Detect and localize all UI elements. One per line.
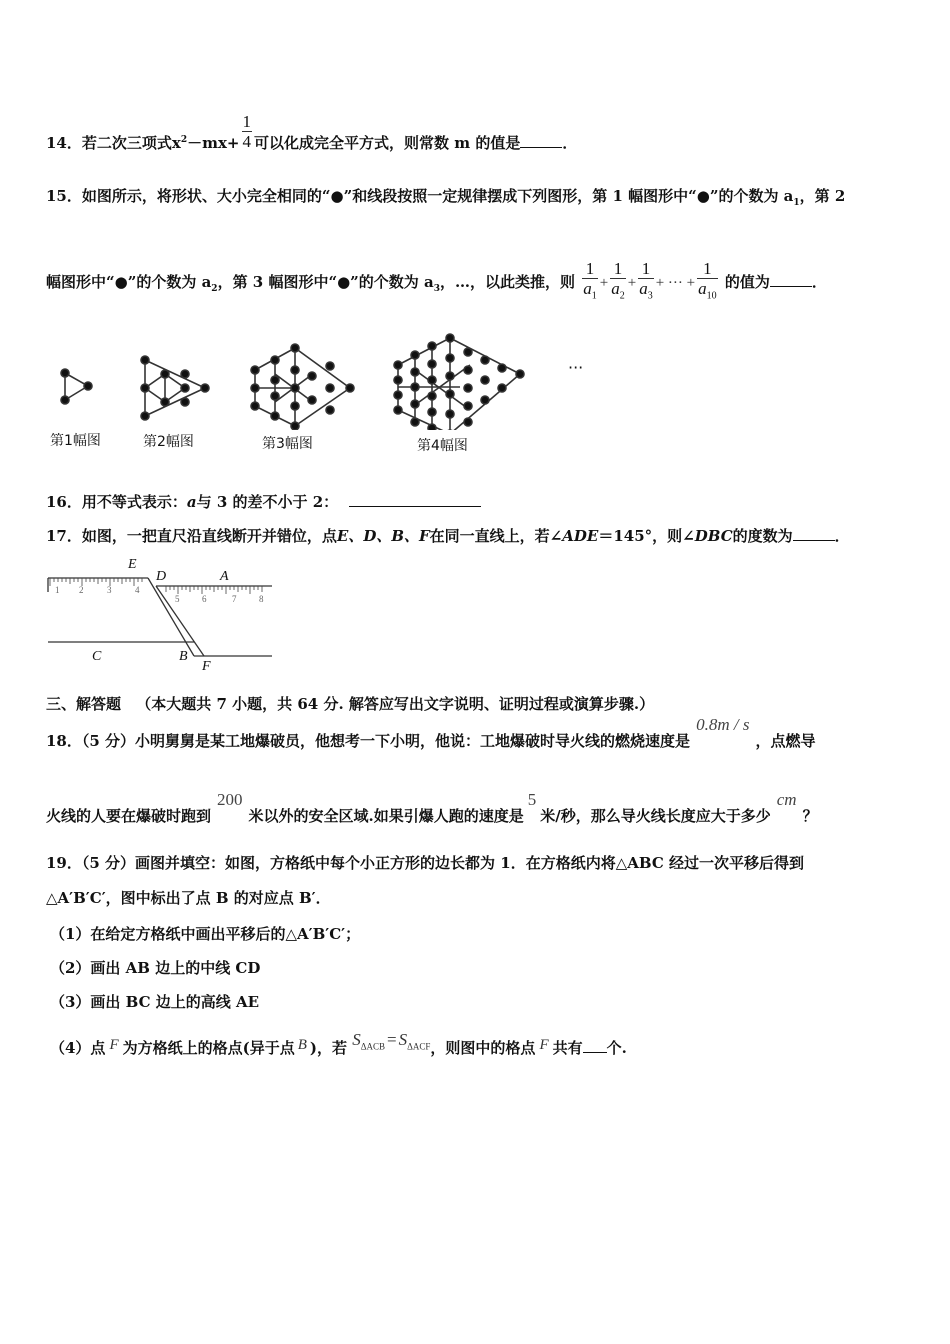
q15-frac-10 <box>697 259 718 306</box>
q17-angle-ade: ADE <box>562 527 599 545</box>
q15-figure-label-2: 第2幅图 <box>143 434 194 450</box>
q18-score: （5 分） <box>81 732 136 750</box>
q15-answer-blank[interactable] <box>770 286 812 287</box>
q17-text-a: 如图，一把直尺沿直线断开并错位，点 <box>81 527 337 545</box>
q15-frac-2-num: 1 <box>613 259 623 279</box>
q17-text-d: 的度数为 <box>732 527 793 545</box>
q15-frac-2-den <box>610 278 626 306</box>
q15-frac-3 <box>638 259 654 306</box>
q19-sub4-a: （4）点 <box>50 1039 106 1057</box>
q14-answer-blank[interactable] <box>520 147 562 148</box>
q15-sub-a3: 3 <box>433 284 440 294</box>
q15-frac-3-den <box>638 278 654 306</box>
q19-text-a: 画图并填空：如图，方格纸中每个小正方形的边长都为 1．在方格纸内将△ABC 经过一次平移后得到 <box>135 854 805 872</box>
q19-s-1: S <box>352 1030 361 1049</box>
question-18-line2 <box>46 790 818 826</box>
q15-figure-1 <box>61 369 92 404</box>
q14-exponent: 2 <box>180 135 188 145</box>
q19-area-equation <box>352 1030 431 1052</box>
q18-text-b: ，点燃导 <box>755 732 816 750</box>
q14-number: 14． <box>46 134 82 152</box>
q19-sub4-f: 个. <box>606 1039 627 1057</box>
section-3-note: （本大题共 7 小题，共 64 分. 解答应写出文字说明、证明过程或演算步骤.） <box>136 695 655 713</box>
q15-figure-label-4: 第4幅图 <box>417 438 468 454</box>
q18-text-d: 米以外的安全区域.如果引爆人跑的速度是 <box>248 807 524 825</box>
q17-tick-2: 2 <box>79 585 84 595</box>
q19-sub-acf: ΔACF <box>407 1041 431 1052</box>
q19-sub-3: （3）画出 BC 边上的高线 AE <box>50 993 260 1011</box>
q19-answer-blank[interactable] <box>583 1052 607 1053</box>
question-15-line1 <box>46 186 845 213</box>
q15-line2-tail: 的值为 <box>724 273 770 291</box>
q15-frac-10-sub: 10 <box>706 290 717 302</box>
q15-frac-10-num: 1 <box>703 259 712 279</box>
q15-ellipsis: ··· <box>568 358 584 377</box>
q15-plus-1: + <box>599 275 609 291</box>
q15-sub-a2: 2 <box>211 284 218 294</box>
q15-figure-label-1: 第1幅图 <box>50 433 101 449</box>
q15-line2-c: ，…，以此类推，则 <box>440 273 576 291</box>
q18-text-e: 米/秒，那么导火线长度应大于多少 <box>540 807 771 825</box>
q18-run-speed: 5 <box>527 790 537 809</box>
q18-speed: 0.8m / s <box>696 715 750 734</box>
q14-x: x <box>171 134 181 152</box>
q17-number: 17． <box>46 527 82 545</box>
q15-line1-sub: 1 <box>793 198 800 208</box>
q17-text-c: ＝145°，则∠ <box>598 527 695 545</box>
q15-frac-1 <box>582 259 598 306</box>
q15-frac-1-den-var: a <box>583 279 592 299</box>
q15-end: ． <box>811 273 827 291</box>
q16-text-b: 与 3 的差不小于 2： <box>196 493 339 511</box>
q15-frac-2 <box>610 259 626 306</box>
section-3-title: 三、解答题 <box>46 695 122 713</box>
q17-label-f: F <box>202 659 211 674</box>
q14-suffix: 可以化成完全平方式，则常数 m 的值是 <box>254 134 521 152</box>
q15-ellipsis-plus: + ··· + <box>655 275 696 291</box>
q15-frac-10-den <box>697 278 718 306</box>
q17-tick-5: 5 <box>175 594 180 604</box>
q14-frac-den: 4 <box>242 132 251 151</box>
q17-tick-4: 4 <box>135 585 140 595</box>
q19-var-f-1: F <box>109 1037 119 1053</box>
q18-number: 18． <box>46 732 82 750</box>
question-15-line2 <box>46 250 827 321</box>
q17-ruler-figure <box>44 556 284 676</box>
q15-plus-2: + <box>627 275 637 291</box>
q18-text-a: 小明舅舅是某工地爆破员，他想考一下小明，他说：工地爆破时导火线的燃烧速度是 <box>135 732 691 750</box>
q16-text-a: 用不等式表示： <box>81 493 187 511</box>
q15-number: 15． <box>46 187 82 205</box>
q17-angle-dbc: DBC <box>694 527 733 545</box>
q19-number: 19． <box>46 854 82 872</box>
q15-frac-1-sub: 1 <box>591 290 597 302</box>
q17-label-c: C <box>92 649 102 664</box>
q14-fraction <box>242 112 253 152</box>
q17-tick-8: 8 <box>259 594 264 604</box>
q16-var: a <box>186 493 197 511</box>
q15-frac-3-sub: 3 <box>647 290 653 302</box>
q17-label-b: B <box>179 649 188 664</box>
q19-sub4-e: 共有 <box>552 1039 583 1057</box>
q14-end: ． <box>562 134 578 152</box>
q19-sub4-d: ，则图中的格点 <box>430 1039 536 1057</box>
q18-text-f: ？ <box>802 807 818 825</box>
q19-score: （5 分） <box>81 854 136 872</box>
question-19-line2 <box>46 888 331 908</box>
q15-figure <box>40 330 620 430</box>
q15-line1-tail: ，第 2 <box>799 187 846 205</box>
q17-tick-1: 1 <box>55 585 60 595</box>
q14-frac-num: 1 <box>242 112 251 131</box>
q17-label-a: A <box>220 569 229 584</box>
question-18-line1 <box>46 715 816 751</box>
q19-equals: = <box>387 1030 397 1049</box>
q15-frac-2-den-var: a <box>611 279 620 299</box>
q15-frac-2-sub: 2 <box>619 290 625 302</box>
q18-unit: cm <box>776 790 797 809</box>
q15-frac-10-den-var: a <box>698 279 707 299</box>
q15-line1: 如图所示，将形状、大小完全相同的“●”和线段按照一定规律摆成下列图形，第 1 幅图形中“●”的个数为 a <box>81 187 794 205</box>
q15-line2-b: ，第 3 幅图形中“●”的个数为 a <box>217 273 434 291</box>
q19-sub-2: （2）画出 AB 边上的中线 CD <box>50 959 261 977</box>
q17-tick-6: 6 <box>202 594 207 604</box>
q17-end: ． <box>834 527 850 545</box>
q15-line2-a: 幅图形中“●”的个数为 a <box>46 273 212 291</box>
q19-sub4-b: 为方格纸上的格点(异于点 <box>122 1039 295 1057</box>
q16-number: 16． <box>46 493 82 511</box>
q14-middle: －mx+ <box>187 134 240 152</box>
question-14 <box>46 112 578 164</box>
q17-text-b: 在同一直线上，若∠ <box>429 527 563 545</box>
q15-figure-label-3: 第3幅图 <box>262 436 313 452</box>
q18-distance: 200 <box>217 790 243 809</box>
q15-frac-1-num: 1 <box>585 259 595 279</box>
q19-s-2: S <box>398 1030 408 1049</box>
section-3-heading <box>46 694 654 714</box>
q16-answer-blank[interactable] <box>349 506 481 507</box>
question-16 <box>46 492 481 512</box>
q19-sub-1: （1）在给定方格纸中画出平移后的△A′B′C′； <box>50 925 361 943</box>
question-19-line1 <box>46 853 804 873</box>
q18-text-c: 火线的人要在爆破时跑到 <box>46 807 212 825</box>
q17-answer-blank[interactable] <box>793 540 835 541</box>
q14-prefix: 若二次三项式 <box>81 134 172 152</box>
q19-sub-4 <box>50 1030 627 1064</box>
q17-tick-7: 7 <box>232 594 237 604</box>
q19-sub4-c: )，若 <box>309 1039 347 1057</box>
q15-figure-4 <box>394 334 524 430</box>
question-17 <box>46 526 850 546</box>
q15-figure-2 <box>141 356 209 420</box>
q15-frac-3-den-var: a <box>639 279 648 299</box>
q19-sub-acb: ΔACB <box>360 1041 386 1052</box>
q15-frac-1-den <box>582 278 598 306</box>
q19-var-b: B <box>297 1037 307 1053</box>
q17-label-d: D <box>156 569 167 584</box>
q19-text-b: △A′B′C′，图中标出了点 B 的对应点 B′． <box>46 889 331 907</box>
q17-label-e: E <box>128 557 137 572</box>
q17-points: E、D、B、F <box>336 527 430 545</box>
q17-tick-3: 3 <box>107 585 112 595</box>
q15-frac-3-num: 1 <box>641 259 651 279</box>
q15-figure-3 <box>251 344 354 430</box>
q19-var-f-2: F <box>539 1037 549 1053</box>
